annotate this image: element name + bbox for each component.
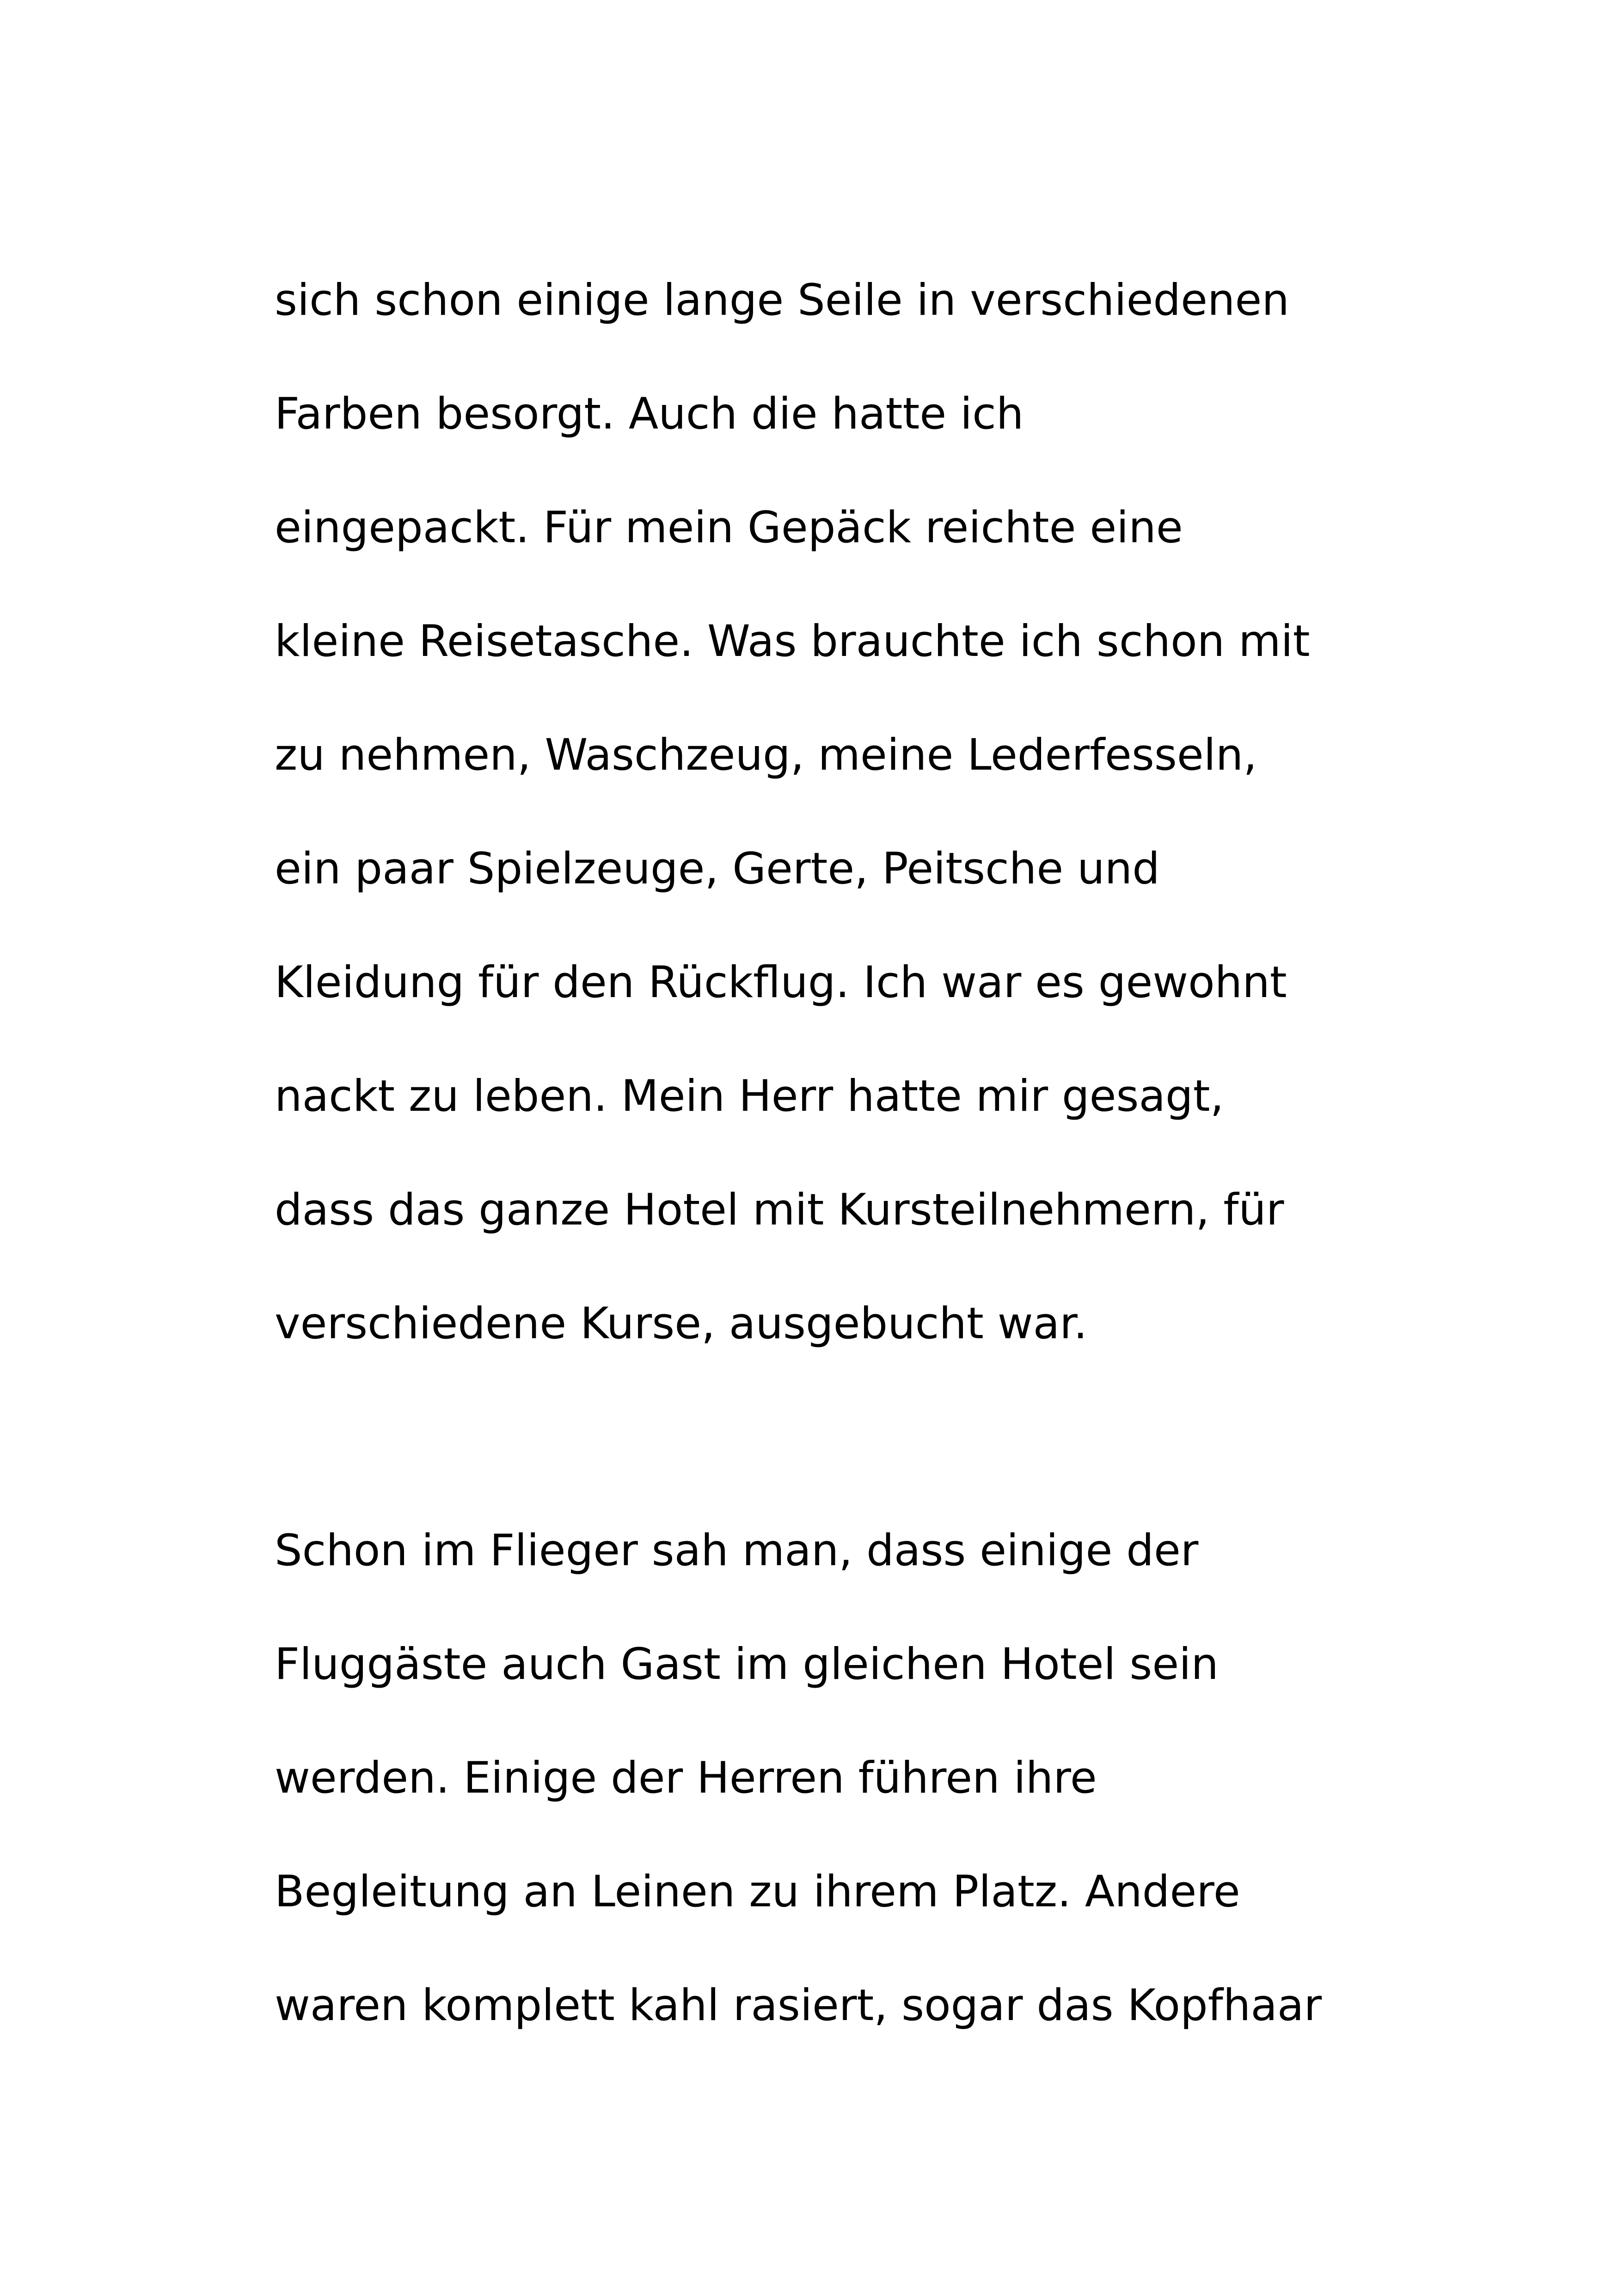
- text-line: Kleidung für den Rückflug. Ich war es gewohnt: [275, 957, 1287, 1008]
- text-line: werden. Einige der Herren führen ihre: [275, 1753, 1097, 1803]
- paragraph-1: [275, 275, 1500, 1415]
- text-line: Farben besorgt. Auch die hatte ich: [275, 389, 1024, 439]
- text-line: zu nehmen, Waschzeug, meine Lederfesseln,: [275, 730, 1257, 780]
- text-line: sich schon einige lange Seile in verschiedenen: [275, 275, 1289, 325]
- paragraph-2: [275, 1525, 1500, 2097]
- text-line: Schon im Flieger sah man, dass einige der: [275, 1525, 1199, 1576]
- text-line: Begleitung an Leinen zu ihrem Platz. Andere: [275, 1867, 1240, 1917]
- text-line: nackt zu leben. Mein Herr hatte mir gesagt,: [275, 1071, 1224, 1121]
- text-line: ein paar Spielzeuge, Gerte, Peitsche und: [275, 844, 1160, 894]
- text-line: Fluggäste auch Gast im gleichen Hotel sein: [275, 1639, 1219, 1690]
- text-line: eingepackt. Für mein Gepäck reichte eine: [275, 502, 1183, 553]
- text-line: verschiedene Kurse, ausgebucht war.: [275, 1298, 1088, 1349]
- text-line: dass das ganze Hotel mit Kursteilnehmern, für: [275, 1185, 1284, 1235]
- text-line: kleine Reisetasche. Was brauchte ich schon mit: [275, 616, 1310, 667]
- text-line: waren komplett kahl rasiert, sogar das Kopfhaar: [275, 1980, 1322, 2031]
